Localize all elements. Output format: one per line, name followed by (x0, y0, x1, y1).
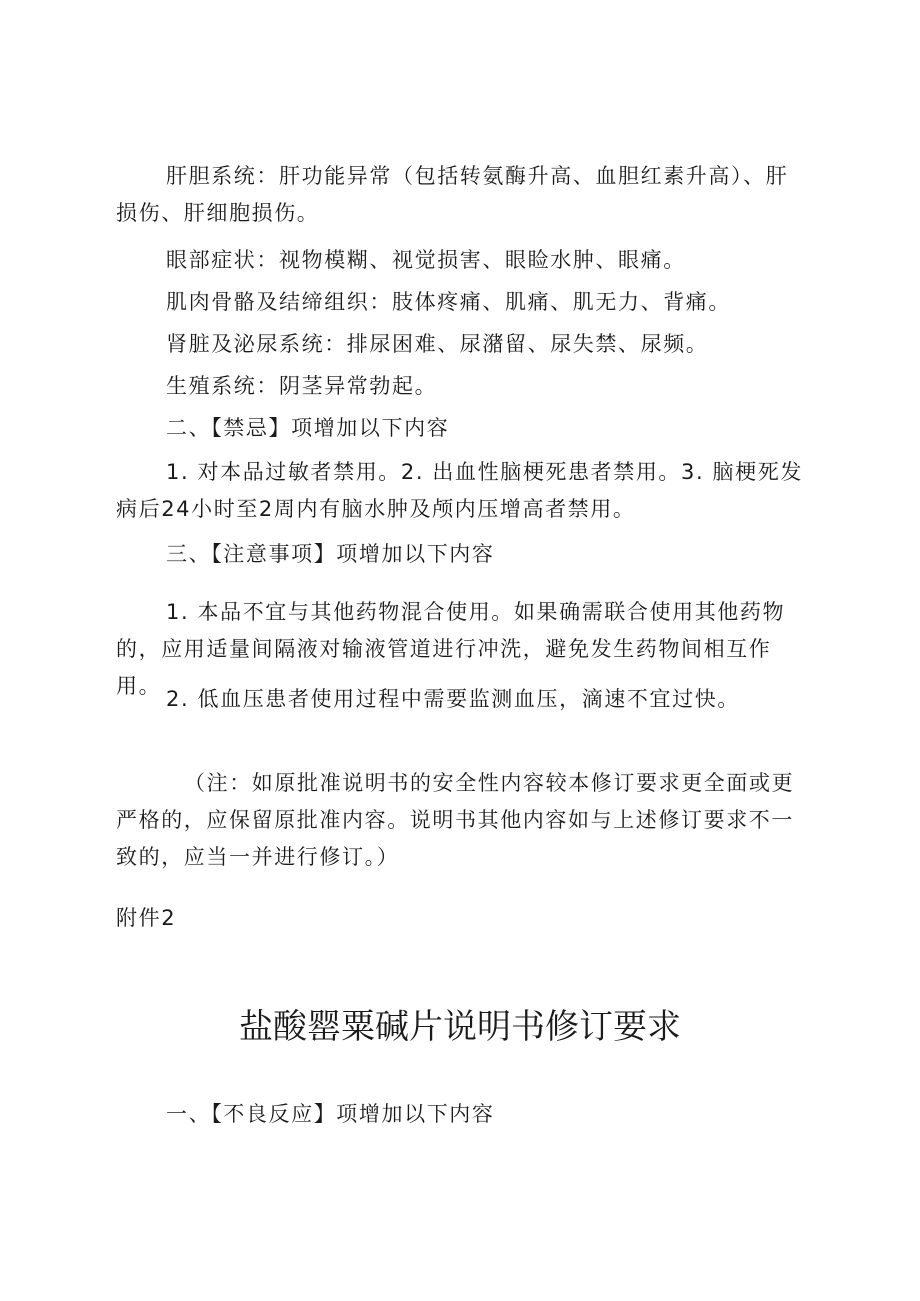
paragraph-precautions-item-2: 2. 低血压患者使用过程中需要监测血压，滴速不宜过快。 (166, 687, 740, 711)
paragraph-reproductive: 生殖系统：阴茎异常勃起。 (166, 374, 438, 398)
paragraph-contraindications: 1. 对本品过敏者禁用。2. 出血性脑梗死患者禁用。3. 脑梗死发病后24小时至2周内有脑水肿及颅内压增高者禁用。 (116, 460, 803, 521)
section-heading-adverse-reactions: 一、【不良反应】项增加以下内容 (166, 1102, 495, 1126)
paragraph-musculoskeletal: 肌肉骨骼及结缔组织：肢体疼痛、肌痛、肌无力、背痛。 (166, 290, 731, 314)
paragraph-hepatobiliary: 肝胆系统：肝功能异常（包括转氨酶升高、血胆红素升高）、肝损伤、肝细胞损伤。 (116, 164, 789, 225)
section-heading-contraindications: 二、【禁忌】项增加以下内容 (166, 416, 450, 440)
attachment-title: 盐酸罂粟碱片说明书修订要求 (239, 1007, 681, 1047)
attachment-label: 附件2 (116, 906, 177, 930)
section-heading-precautions: 三、【注意事项】项增加以下内容 (166, 542, 495, 566)
paragraph-renal-urinary: 肾脏及泌尿系统：排尿困难、尿潴留、尿失禁、尿频。 (166, 332, 709, 356)
paragraph-eye-symptoms: 眼部症状：视物模糊、视觉损害、眼睑水肿、眼痛。 (166, 248, 686, 272)
paragraph-revision-note: （注：如原批准说明书的安全性内容较本修订要求更全面或更严格的，应保留原批准内容。说明书其他内容如与上述修订要求不一致的，应当一并进行修订。） (116, 771, 795, 869)
paragraph-precautions-item-1: 1. 本品不宜与其他药物混合使用。如果确需联合使用其他药物的，应用适量间隔液对输液管道进行冲洗，避免发生药物间相互作用。 (116, 600, 786, 698)
